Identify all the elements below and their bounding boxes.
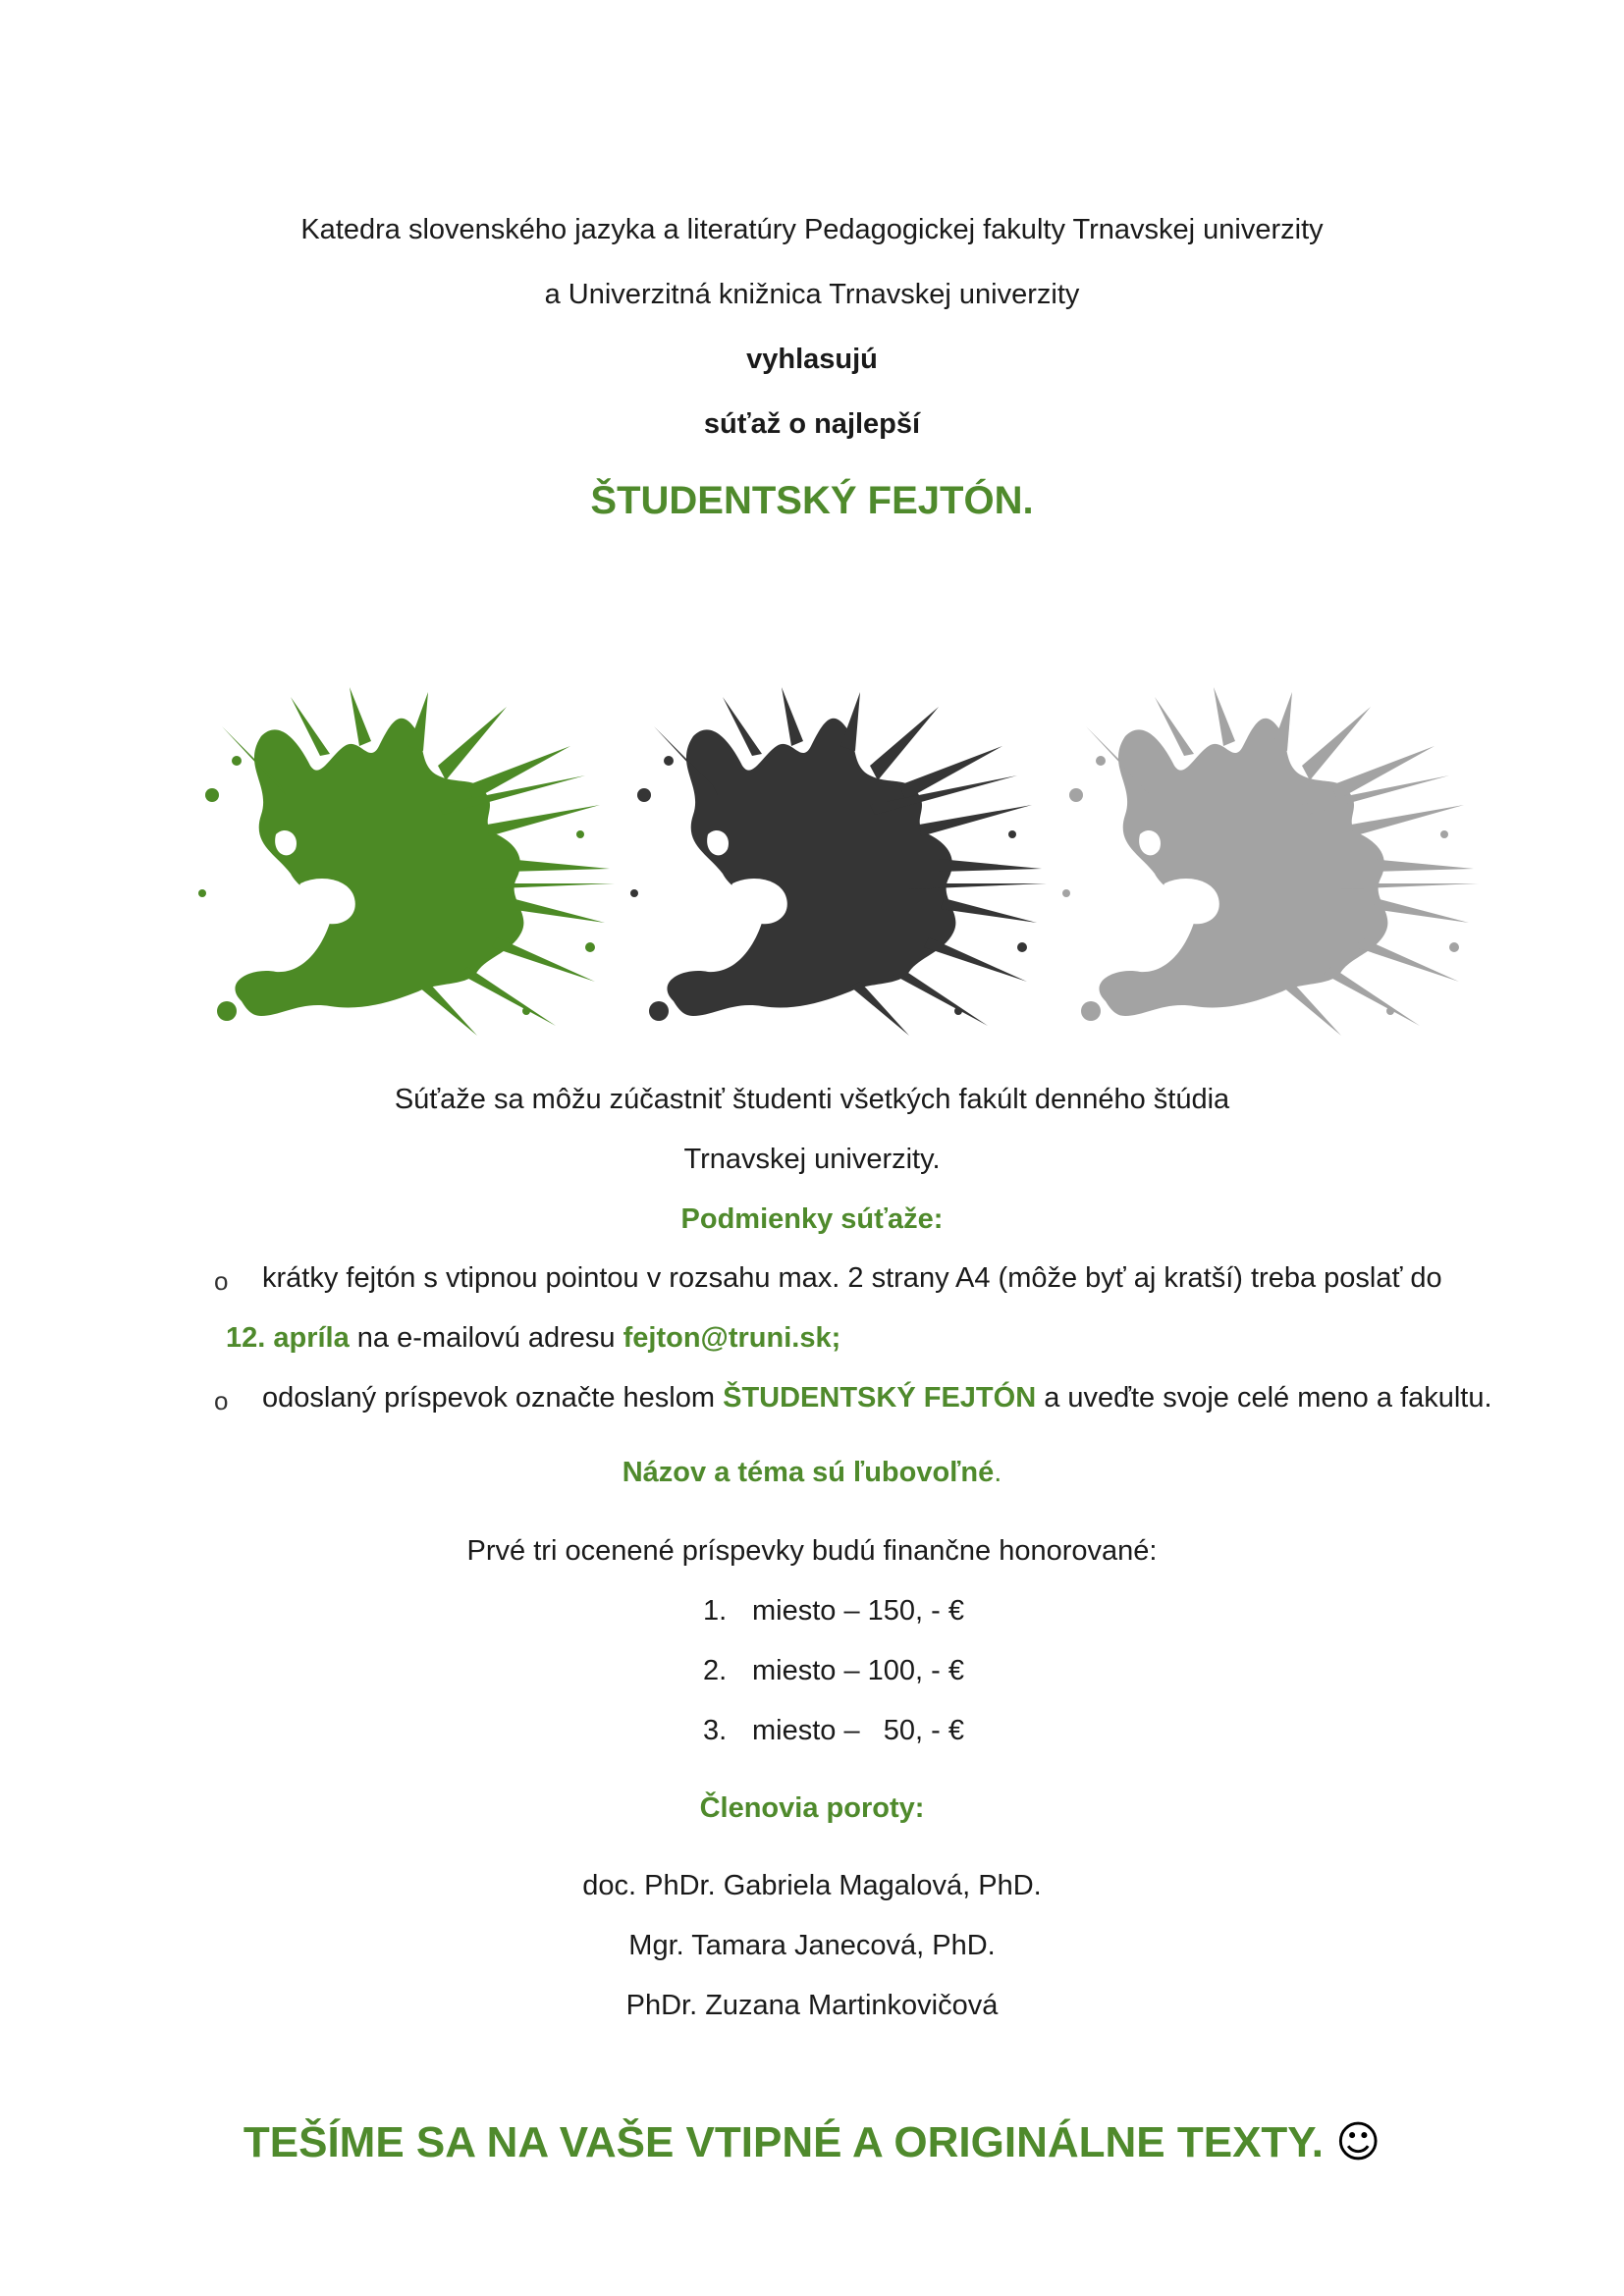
condition-item-2	[262, 1380, 1492, 1415]
contest-email-link[interactable]: fejton@truni.sk;	[623, 1322, 841, 1354]
prize-number: 3.	[703, 1715, 728, 1746]
dark-splat	[615, 687, 1047, 1041]
grey-splat	[1047, 687, 1479, 1041]
announce-verb: vyhlasujú	[746, 344, 878, 375]
condition-item-2-post: a uveďte svoje celé meno a fakultu.	[1036, 1382, 1492, 1414]
deadline-date: 12. apríla	[226, 1322, 350, 1354]
closing-line	[0, 2116, 1624, 2169]
condition-item-1-continuation	[226, 1320, 840, 1356]
organizer-line-2: a Univerzitná knižnica Trnavskej univerzity	[544, 279, 1080, 310]
bullet-marker: o	[214, 1266, 229, 1296]
contest-title: ŠTUDENTSKÝ FEJTÓN.	[590, 479, 1034, 522]
prizes-intro: Prvé tri ocenené príspevky budú finančne honorované:	[466, 1535, 1158, 1567]
email-intro: na e-mailovú adresu	[349, 1322, 623, 1354]
organizer-line-1: Katedra slovenského jazyka a literatúry Pedagogickej fakulty Trnavskej univerzity	[300, 214, 1324, 245]
topic-dot: .	[994, 1457, 1002, 1488]
jury-member: PhDr. Zuzana Martinkovičová	[625, 1990, 999, 2021]
bullet-marker: o	[214, 1386, 229, 1415]
keyword-label: ŠTUDENTSKÝ FEJTÓN	[723, 1382, 1037, 1414]
conditions-heading: Podmienky súťaže:	[680, 1203, 944, 1235]
condition-item-2-pre: odoslaný príspevok označte heslom	[262, 1382, 724, 1414]
eligibility-line-2: Trnavskej univerzity.	[683, 1144, 941, 1175]
prize-number: 2.	[703, 1655, 728, 1686]
prize-text: miesto – 150, - €	[752, 1595, 964, 1627]
closing-text: TEŠÍME SA NA VAŠE VTIPNÉ A ORIGINÁLNE TEXTY.	[243, 2118, 1325, 2166]
topic-line	[0, 1455, 1624, 1490]
prize-number: 1.	[703, 1595, 728, 1627]
prize-text: miesto – 100, - €	[752, 1655, 964, 1686]
green-splat	[183, 687, 615, 1041]
jury-member: Mgr. Tamara Janecová, PhD.	[628, 1930, 996, 1961]
jury-member: doc. PhDr. Gabriela Magalová, PhD.	[582, 1870, 1042, 1901]
smiley-icon: ☺	[1335, 2117, 1381, 2167]
ink-splatter-image	[183, 687, 1490, 1041]
jury-heading: Členovia poroty:	[699, 1792, 925, 1824]
condition-item-1-text: krátky fejtón s vtipnou pointou v rozsahu max. 2 strany A4 (môže byť aj kratší) treba poslať do	[262, 1262, 1442, 1294]
contest-subtitle: súťaž o najlepší	[703, 408, 921, 440]
topic-text: Názov a téma sú ľubovoľné	[622, 1457, 995, 1488]
eligibility-line-1: Súťaže sa môžu zúčastniť študenti všetkých fakúlt denného štúdia	[394, 1084, 1230, 1115]
prize-text: miesto – 50, - €	[752, 1715, 964, 1746]
